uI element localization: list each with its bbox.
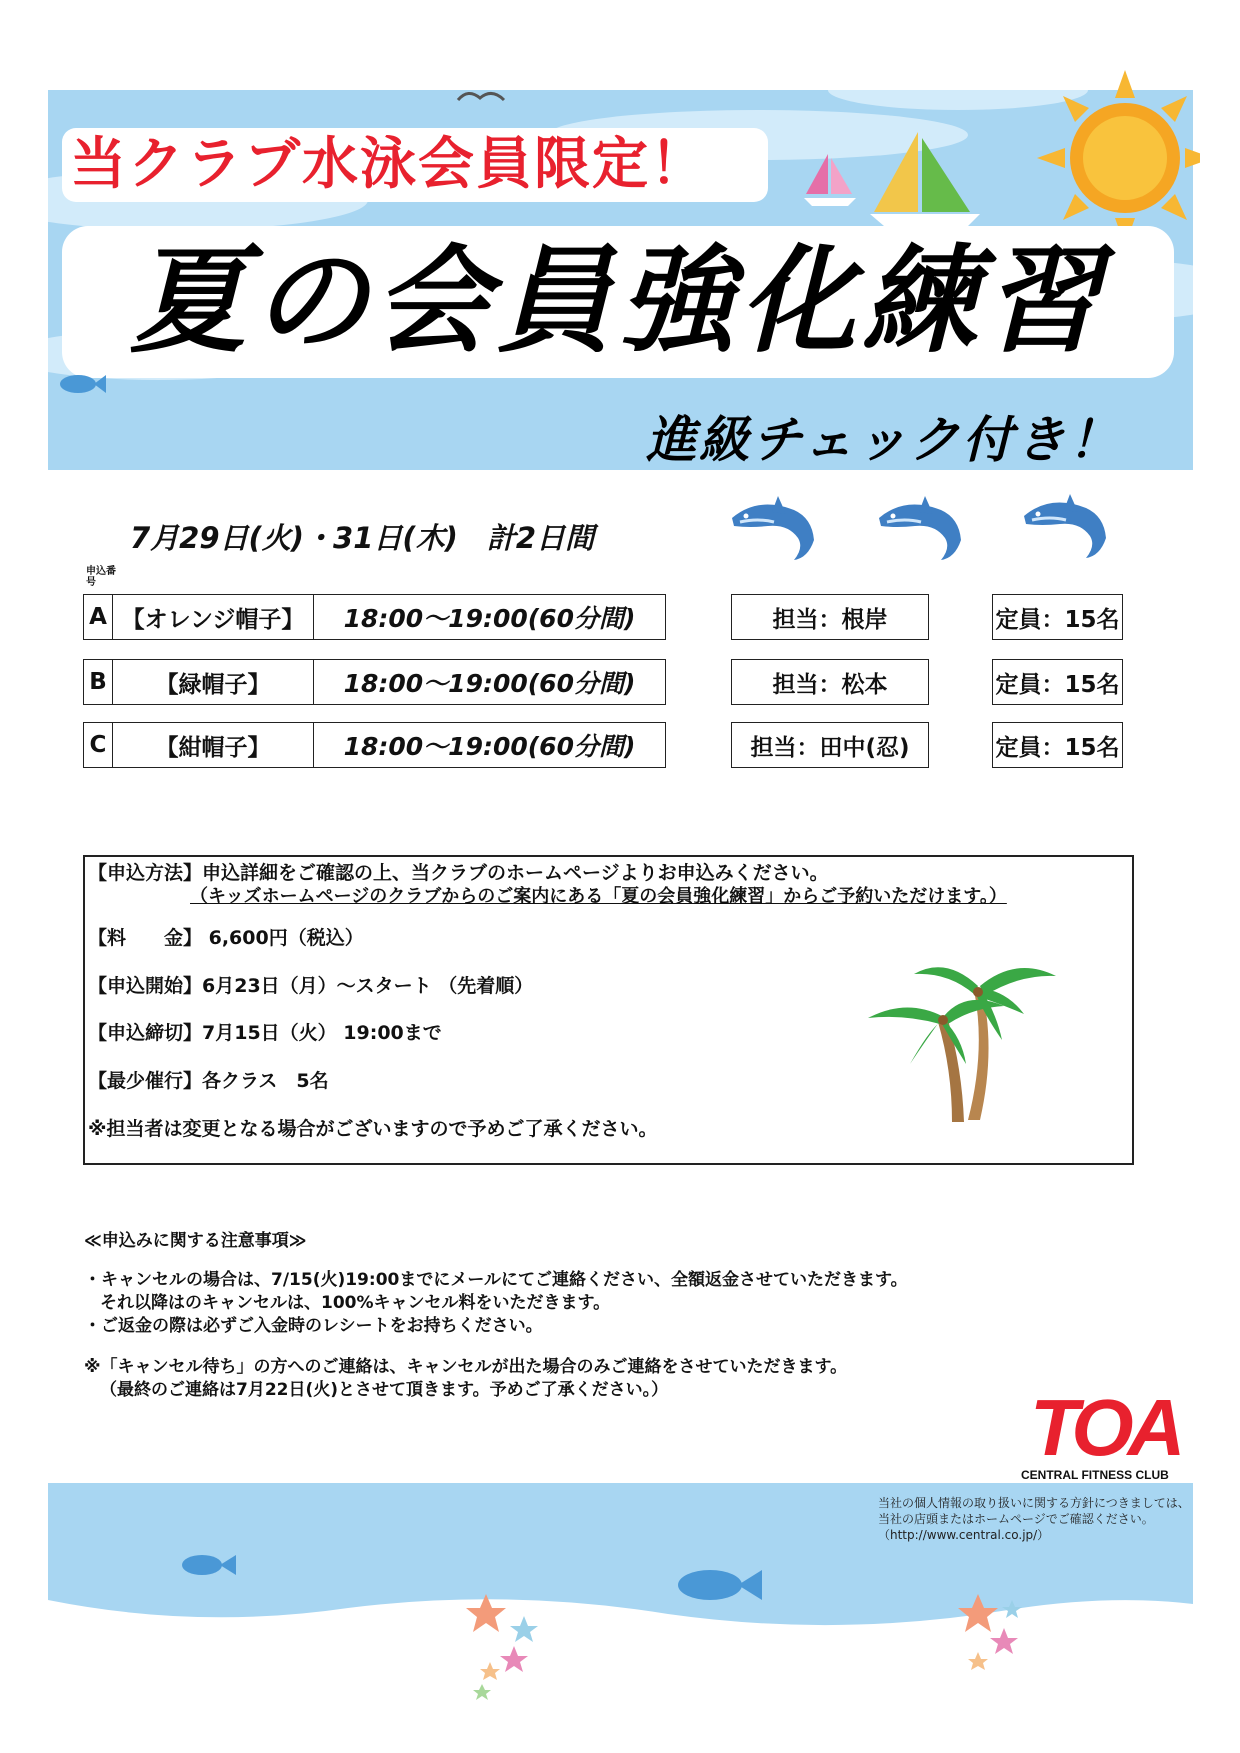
- toa-logo: TOA: [1030, 1383, 1180, 1472]
- seagull-icon: [456, 86, 506, 106]
- class-time: 18:00～19:00(60分間): [313, 594, 666, 640]
- sailboat-small-icon: [800, 150, 860, 210]
- main-title: 夏の会員強化練習: [130, 234, 1106, 369]
- notes-line: ※「キャンセル待ち」の方へのご連絡は、キャンセルが出た場合のみご連絡をさせていただきます。: [84, 1357, 848, 1377]
- privacy-line: 当社の個人情報の取り扱いに関する方針につきましては、: [878, 1496, 1190, 1510]
- notes-line: （最終のご連絡は7月22日(火)とさせて頂きます。予めご了承ください。）: [100, 1380, 669, 1400]
- tagline: 進級チェック付き！: [646, 411, 1122, 469]
- privacy-line: 当社の店頭またはホームページでご確認ください。: [878, 1512, 1154, 1526]
- sub-title: 当クラブ水泳会員限定！: [70, 132, 708, 197]
- class-code: B: [83, 659, 113, 705]
- fish-icon: [180, 1552, 240, 1578]
- palm-tree-icon: [856, 950, 1076, 1130]
- starfish-icon: [462, 1592, 562, 1704]
- class-code: A: [83, 594, 113, 640]
- class-time: 18:00～19:00(60分間): [313, 659, 666, 705]
- cap-color: 【緑帽子】: [112, 659, 314, 705]
- toa-logo-subtitle: CENTRAL FITNESS CLUB: [1021, 1468, 1169, 1482]
- info-minimum: 【最少催行】各クラス 5名: [88, 1070, 329, 1092]
- info-start: 【申込開始】6月23日（月）～スタート （先着順）: [88, 975, 534, 997]
- coach: 担当：根岸: [731, 594, 929, 640]
- cap-color: 【紺帽子】: [112, 722, 314, 768]
- privacy-line: （http://www.central.co.jp/）: [878, 1528, 1050, 1542]
- capacity: 定員：15名: [992, 722, 1123, 768]
- info-note: ※担当者は変更となる場合がございますので予めご了承ください。: [88, 1118, 658, 1140]
- dolphin-icon: [1020, 486, 1120, 564]
- info-method-sub: （キッズホームページのクラブからのご案内にある「夏の会員強化練習」からご予約いただけます。）: [190, 886, 1007, 907]
- coach: 担当：松本: [731, 659, 929, 705]
- info-method: 【申込方法】申込詳細をご確認の上、当クラブのホームページよりお申込みください。: [88, 862, 829, 884]
- notes-line: ・キャンセルの場合は、7/15(火)19:00までにメールにてご連絡ください、全額返金させていただきます。: [84, 1270, 908, 1290]
- notes-line: ・ご返金の際は必ずご入金時のレシートをお持ちください。: [84, 1316, 543, 1336]
- capacity: 定員：15名: [992, 659, 1123, 705]
- class-time: 18:00～19:00(60分間): [313, 722, 666, 768]
- dolphin-icon: [875, 488, 975, 566]
- fish-icon: [58, 372, 108, 396]
- event-dates: 7月29日(火)・31日(木) 計2日間: [130, 521, 595, 555]
- starfish-icon: [954, 1592, 1034, 1692]
- notes-heading: ≪申込みに関する注意事項≫: [84, 1231, 307, 1251]
- class-code: C: [83, 722, 113, 768]
- entry-number-label: 申込番号: [86, 566, 116, 588]
- privacy-note: [878, 1495, 1198, 1543]
- info-fee: 【料 金】 6,600円（税込）: [88, 927, 364, 949]
- sailboat-large-icon: [870, 128, 980, 228]
- dolphin-icon: [728, 488, 828, 566]
- capacity: 定員：15名: [992, 594, 1123, 640]
- notes-line: それ以降はのキャンセルは、100%キャンセル料をいただきます。: [100, 1293, 611, 1313]
- fish-icon: [676, 1566, 766, 1604]
- coach: 担当：田中(忍): [731, 722, 929, 768]
- info-deadline: 【申込締切】7月15日（火） 19:00まで: [88, 1022, 442, 1044]
- cap-color: 【オレンジ帽子】: [112, 594, 314, 640]
